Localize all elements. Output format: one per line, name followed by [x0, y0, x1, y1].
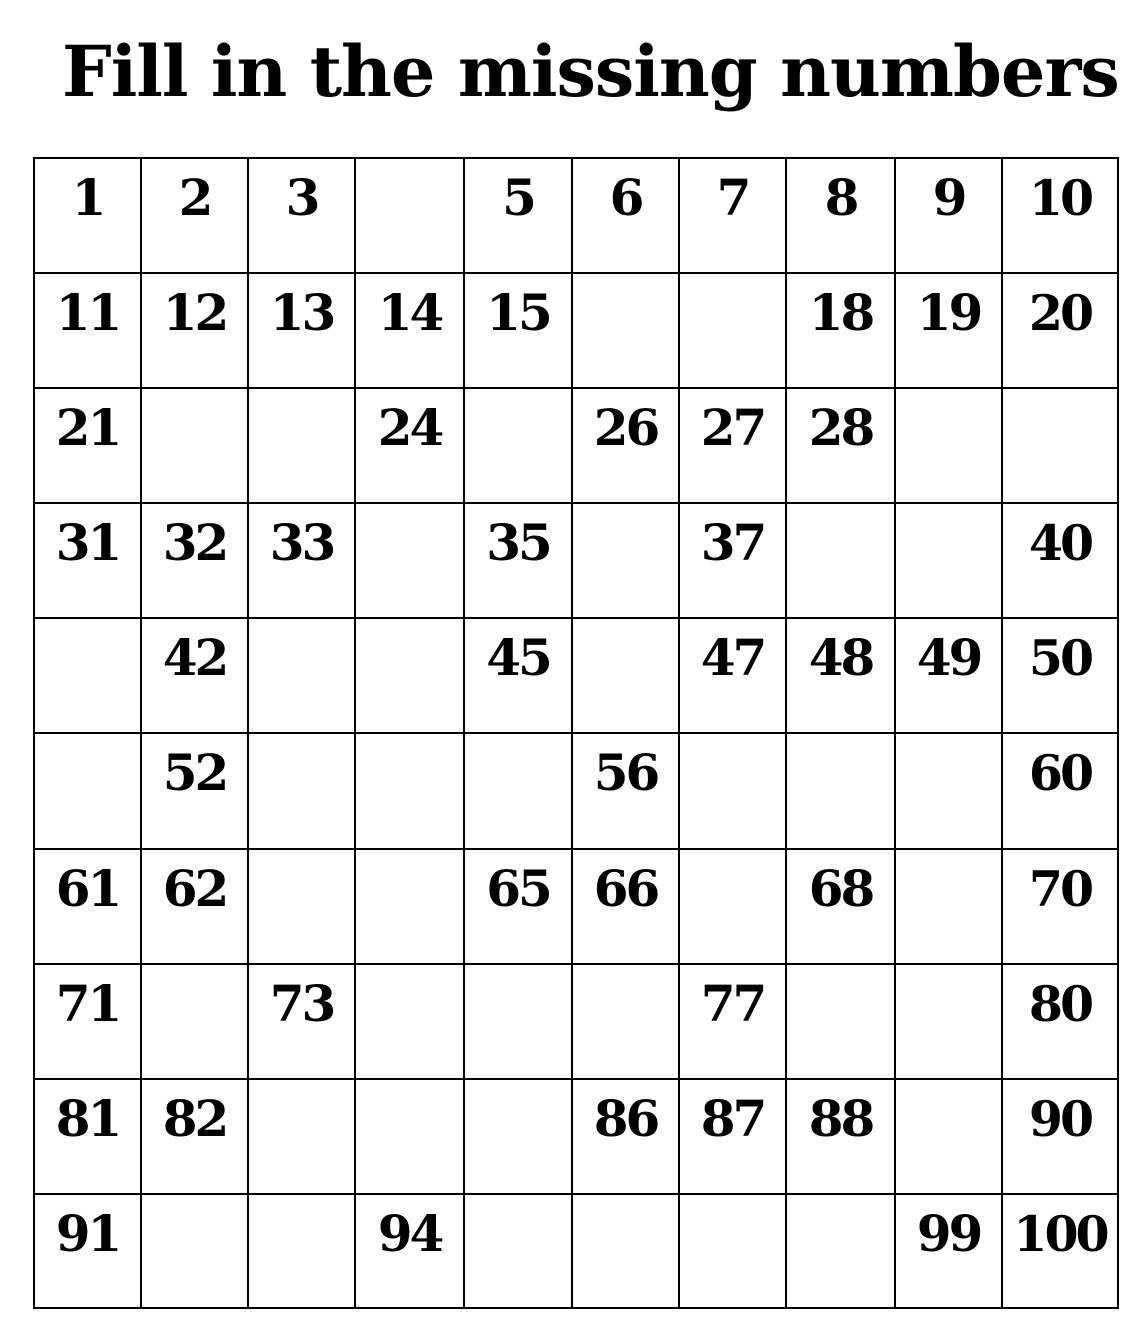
grid-row — [34, 1079, 1118, 1194]
number-cell: 87 — [679, 1079, 786, 1194]
blank-number-cell[interactable] — [679, 1194, 786, 1308]
number-cell: 49 — [895, 618, 1002, 733]
blank-number-cell[interactable] — [572, 503, 679, 618]
number-cell: 8 — [786, 158, 895, 273]
number-cell: 47 — [679, 618, 786, 733]
blank-number-cell[interactable] — [895, 964, 1002, 1079]
blank-number-cell[interactable] — [141, 964, 248, 1079]
number-cell: 26 — [572, 388, 679, 503]
blank-number-cell[interactable] — [248, 618, 355, 733]
worksheet-title: Fill in the missing numbers — [62, 30, 1119, 113]
number-cell: 70 — [1002, 849, 1118, 964]
number-cell: 62 — [141, 849, 248, 964]
number-cell: 66 — [572, 849, 679, 964]
grid-row — [34, 964, 1118, 1079]
blank-number-cell[interactable] — [572, 964, 679, 1079]
blank-number-cell[interactable] — [464, 733, 572, 848]
grid-row — [34, 273, 1118, 388]
grid-row — [34, 388, 1118, 503]
blank-number-cell[interactable] — [679, 849, 786, 964]
number-cell: 31 — [34, 503, 141, 618]
number-cell: 3 — [248, 158, 355, 273]
blank-number-cell[interactable] — [34, 618, 141, 733]
number-cell: 14 — [355, 273, 464, 388]
number-cell: 77 — [679, 964, 786, 1079]
blank-number-cell[interactable] — [572, 1194, 679, 1308]
blank-number-cell[interactable] — [464, 1079, 572, 1194]
blank-number-cell[interactable] — [355, 1079, 464, 1194]
number-cell: 52 — [141, 733, 248, 848]
blank-number-cell[interactable] — [248, 1079, 355, 1194]
grid-row — [34, 733, 1118, 848]
number-cell: 80 — [1002, 964, 1118, 1079]
number-cell: 37 — [679, 503, 786, 618]
number-cell: 1 — [34, 158, 141, 273]
number-cell: 71 — [34, 964, 141, 1079]
blank-number-cell[interactable] — [895, 849, 1002, 964]
grid-row — [34, 503, 1118, 618]
number-cell: 100 — [1002, 1194, 1118, 1308]
number-cell: 81 — [34, 1079, 141, 1194]
number-cell: 5 — [464, 158, 572, 273]
blank-number-cell[interactable] — [248, 733, 355, 848]
blank-number-cell[interactable] — [786, 733, 895, 848]
number-cell: 12 — [141, 273, 248, 388]
number-cell: 2 — [141, 158, 248, 273]
number-cell: 68 — [786, 849, 895, 964]
grid-row — [34, 158, 1118, 273]
number-cell: 86 — [572, 1079, 679, 1194]
number-cell: 35 — [464, 503, 572, 618]
blank-number-cell[interactable] — [355, 618, 464, 733]
blank-number-cell[interactable] — [355, 503, 464, 618]
blank-number-cell[interactable] — [786, 503, 895, 618]
blank-number-cell[interactable] — [248, 1194, 355, 1308]
number-cell: 18 — [786, 273, 895, 388]
number-cell: 48 — [786, 618, 895, 733]
blank-number-cell[interactable] — [141, 388, 248, 503]
blank-number-cell[interactable] — [464, 964, 572, 1079]
number-cell: 21 — [34, 388, 141, 503]
number-cell: 90 — [1002, 1079, 1118, 1194]
number-cell: 91 — [34, 1194, 141, 1308]
blank-number-cell[interactable] — [1002, 388, 1118, 503]
blank-number-cell[interactable] — [464, 388, 572, 503]
number-cell: 11 — [34, 273, 141, 388]
number-cell: 60 — [1002, 733, 1118, 848]
number-cell: 65 — [464, 849, 572, 964]
number-cell: 13 — [248, 273, 355, 388]
blank-number-cell[interactable] — [895, 503, 1002, 618]
number-cell: 24 — [355, 388, 464, 503]
blank-number-cell[interactable] — [895, 733, 1002, 848]
blank-number-cell[interactable] — [895, 1079, 1002, 1194]
grid-row — [34, 618, 1118, 733]
blank-number-cell[interactable] — [679, 273, 786, 388]
number-cell: 10 — [1002, 158, 1118, 273]
blank-number-cell[interactable] — [355, 733, 464, 848]
blank-number-cell[interactable] — [572, 618, 679, 733]
blank-number-cell[interactable] — [355, 158, 464, 273]
blank-number-cell[interactable] — [141, 1194, 248, 1308]
number-cell: 28 — [786, 388, 895, 503]
blank-number-cell[interactable] — [355, 964, 464, 1079]
blank-number-cell[interactable] — [355, 849, 464, 964]
blank-number-cell[interactable] — [464, 1194, 572, 1308]
blank-number-cell[interactable] — [786, 1194, 895, 1308]
blank-number-cell[interactable] — [679, 733, 786, 848]
number-cell: 82 — [141, 1079, 248, 1194]
number-cell: 27 — [679, 388, 786, 503]
blank-number-cell[interactable] — [34, 733, 141, 848]
hundred-chart-grid — [33, 157, 1119, 1309]
blank-number-cell[interactable] — [248, 388, 355, 503]
number-cell: 61 — [34, 849, 141, 964]
number-cell: 6 — [572, 158, 679, 273]
number-cell: 56 — [572, 733, 679, 848]
number-cell: 99 — [895, 1194, 1002, 1308]
number-cell: 33 — [248, 503, 355, 618]
number-cell: 9 — [895, 158, 1002, 273]
grid-row — [34, 849, 1118, 964]
number-cell: 40 — [1002, 503, 1118, 618]
number-cell: 32 — [141, 503, 248, 618]
grid-row — [34, 1194, 1118, 1308]
number-cell: 20 — [1002, 273, 1118, 388]
blank-number-cell[interactable] — [786, 964, 895, 1079]
blank-number-cell[interactable] — [248, 849, 355, 964]
blank-number-cell[interactable] — [895, 388, 1002, 503]
number-cell: 42 — [141, 618, 248, 733]
blank-number-cell[interactable] — [572, 273, 679, 388]
number-cell: 73 — [248, 964, 355, 1079]
number-cell: 15 — [464, 273, 572, 388]
number-cell: 45 — [464, 618, 572, 733]
number-cell: 50 — [1002, 618, 1118, 733]
number-cell: 19 — [895, 273, 1002, 388]
number-cell: 94 — [355, 1194, 464, 1308]
number-cell: 88 — [786, 1079, 895, 1194]
number-cell: 7 — [679, 158, 786, 273]
